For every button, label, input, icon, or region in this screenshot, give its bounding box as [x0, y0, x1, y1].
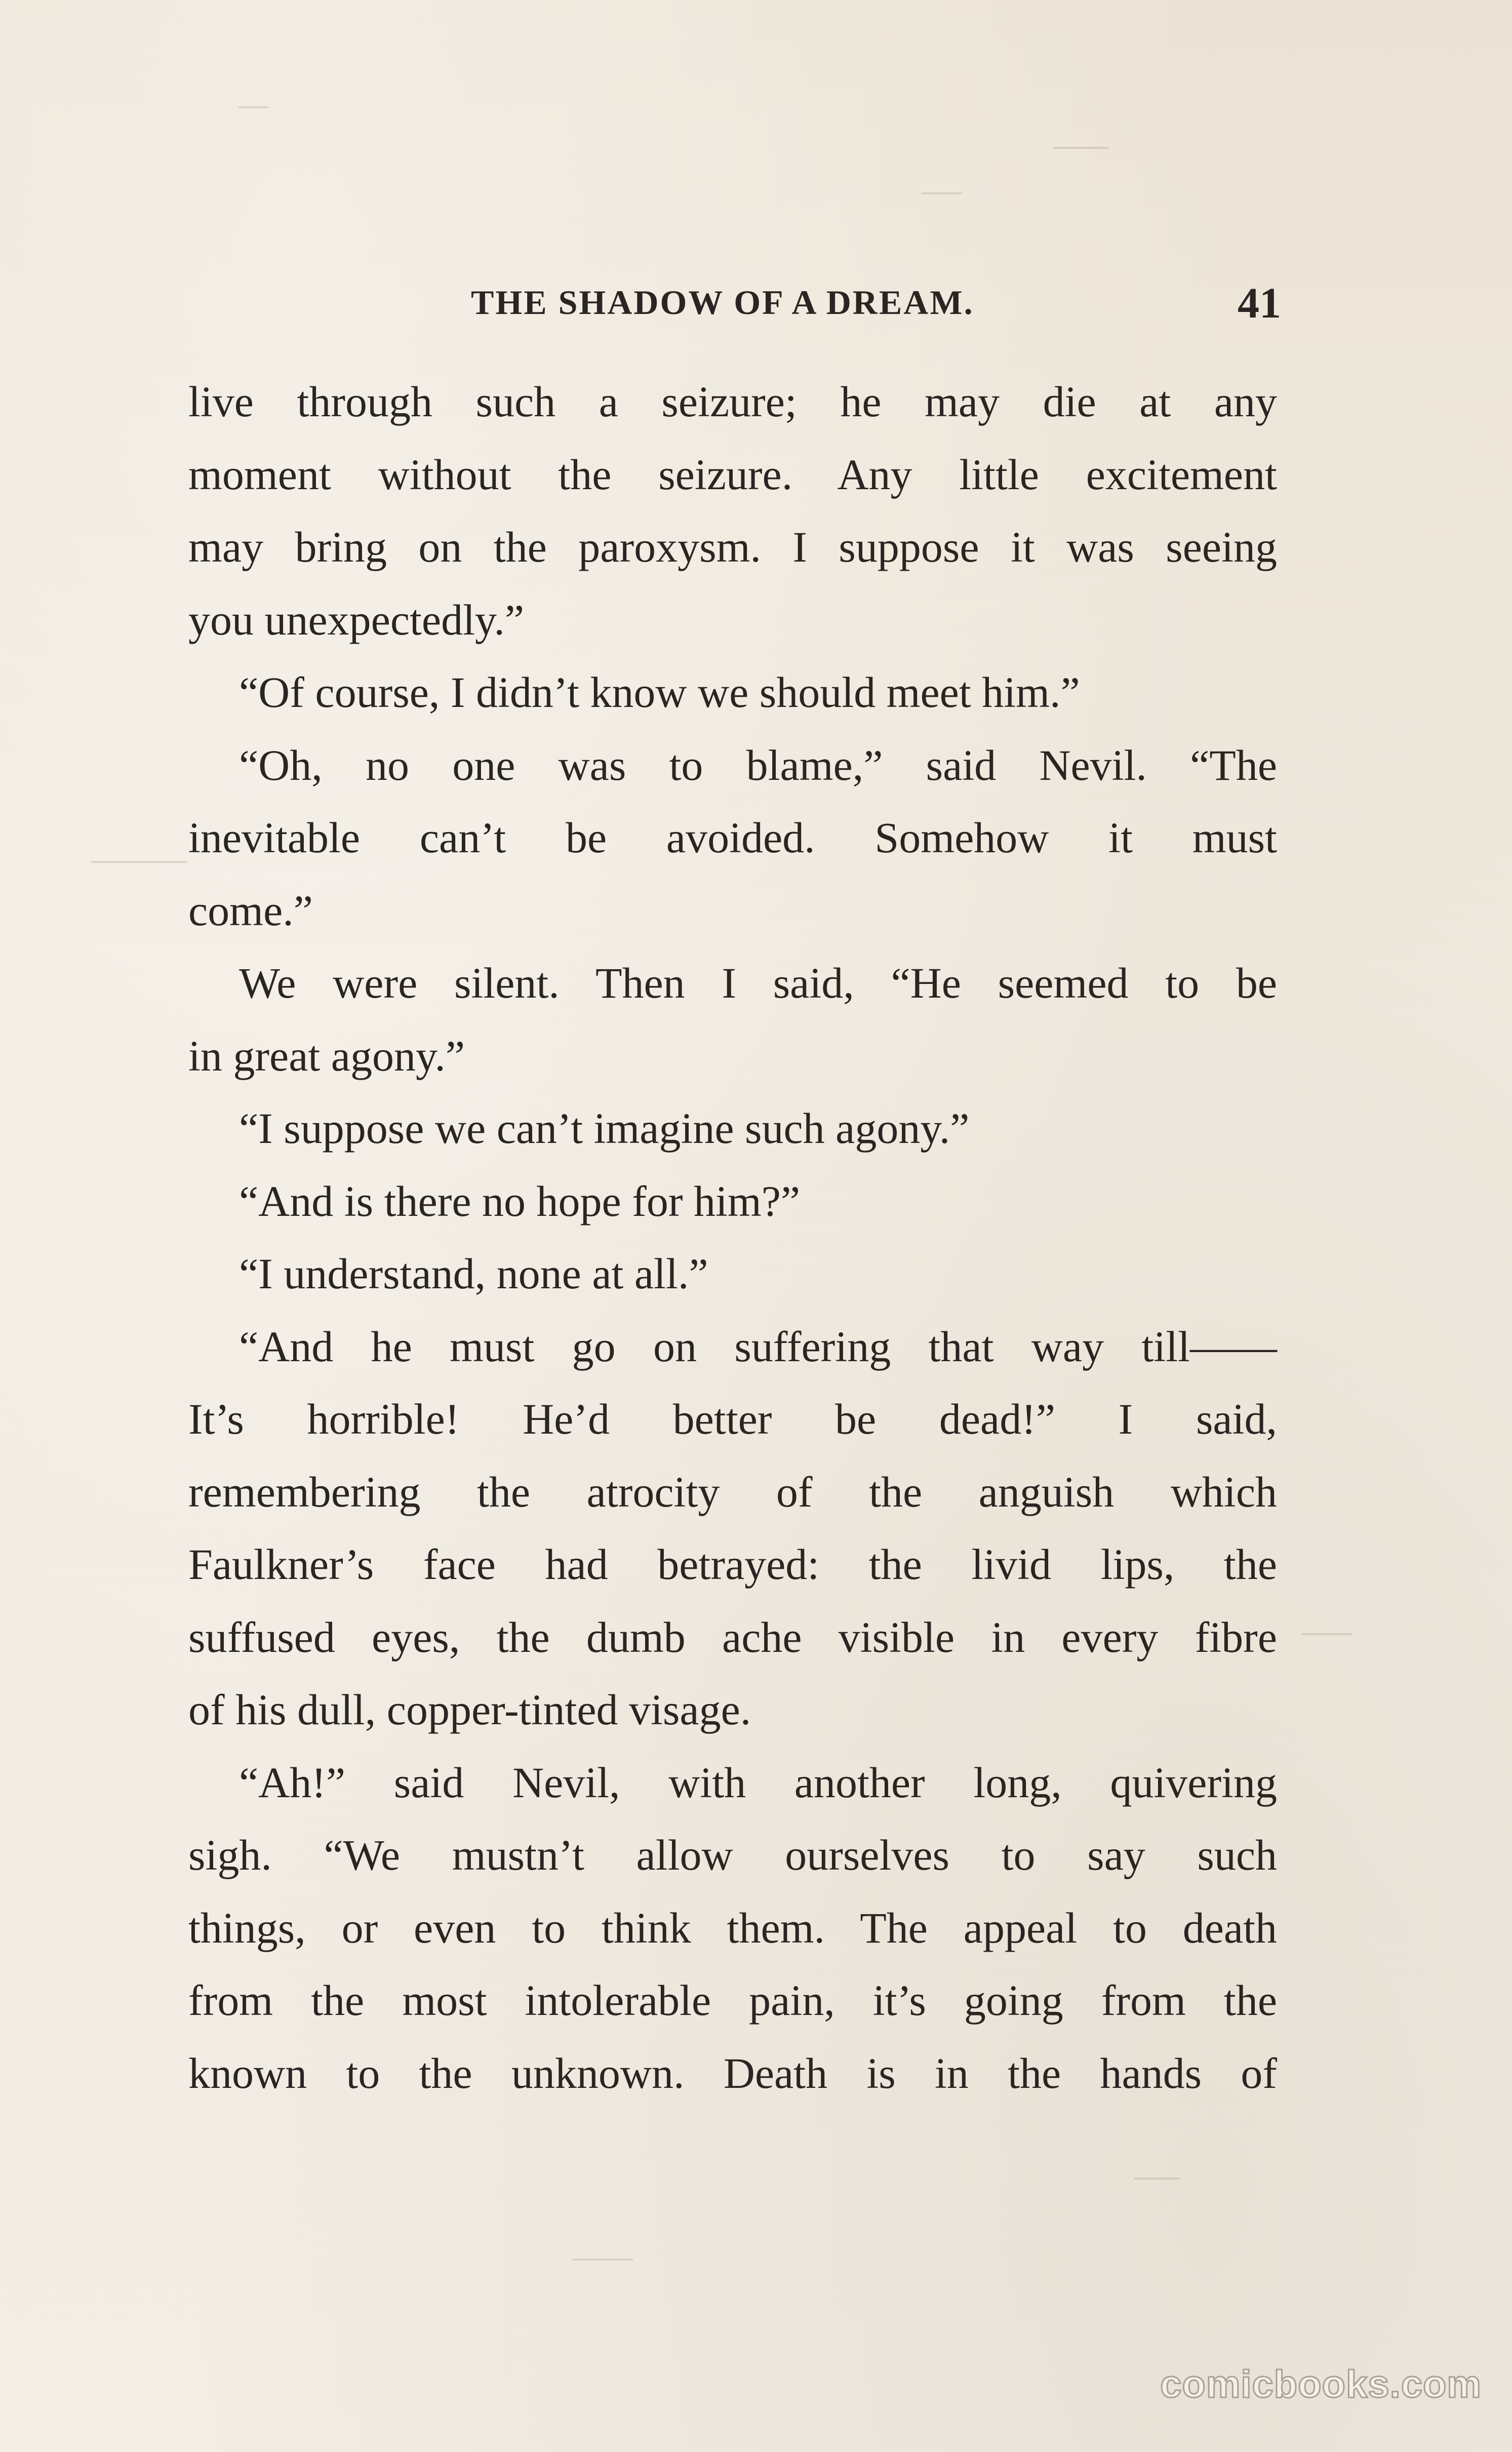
text-line: We were silent. Then I said, “He seemed to be [239, 959, 1277, 1007]
page-number: 41 [1238, 279, 1281, 327]
text-line: live through such a seizure; he may die at any [188, 377, 1277, 426]
text-line: sigh. “We mustn’t allow ourselves to say such [188, 1831, 1277, 1879]
text-line: remembering the atrocity of the anguish which [188, 1467, 1277, 1516]
text-line: “Of course, I didn’t know we should meet him.” [239, 668, 1080, 717]
text-line: you unexpectedly.” [188, 595, 525, 644]
text-line: known to the unknown. Death is in the hands of [188, 2048, 1277, 2098]
paper-speck [1053, 147, 1109, 149]
text-line: It’s horrible! He’d better be dead!” I said, [188, 1395, 1277, 1443]
text-line: “Ah!” said Nevil, with another long, quivering [239, 1758, 1277, 1807]
text-line: moment without the seizure. Any little excitement [188, 450, 1277, 499]
text-line: may bring on the paroxysm. I suppose it was seeing [188, 523, 1277, 571]
text-line: from the most intolerable pain, it’s going from the [188, 1976, 1277, 2025]
text-line: suffused eyes, the dumb ache visible in every fibre [188, 1612, 1277, 1662]
watermark: comicbooks.com [1160, 2363, 1482, 2406]
body-text [188, 366, 1277, 2110]
running-head [192, 278, 1281, 328]
paper-speck [1301, 1633, 1352, 1635]
text-line: of his dull, copper-tinted visage. [188, 1685, 751, 1734]
text-line: things, or even to think them. The appeal to death [188, 1903, 1277, 1952]
text-line: inevitable can’t be avoided. Somehow it must [188, 813, 1277, 862]
text-line: come.” [188, 886, 313, 935]
text-line: “I understand, none at all.” [239, 1249, 708, 1298]
paper-speck [91, 861, 187, 863]
text-line: “Oh, no one was to blame,” said Nevil. “The [239, 740, 1277, 789]
text-line: “And is there no hope for him?” [239, 1176, 801, 1225]
text-line: Faulkner’s face had betrayed: the livid lips, the [188, 1540, 1277, 1589]
paper-speck [238, 106, 268, 108]
text-line: in great agony.” [188, 1031, 465, 1080]
text-line: “And he must go on suffering that way till—— [239, 1322, 1277, 1371]
paper-speck [922, 192, 962, 194]
paper-speck [572, 2259, 633, 2261]
running-title: THE SHADOW OF A DREAM. [471, 283, 974, 322]
text-line: “I suppose we can’t imagine such agony.” [239, 1104, 970, 1153]
paper-speck [1134, 2178, 1180, 2180]
